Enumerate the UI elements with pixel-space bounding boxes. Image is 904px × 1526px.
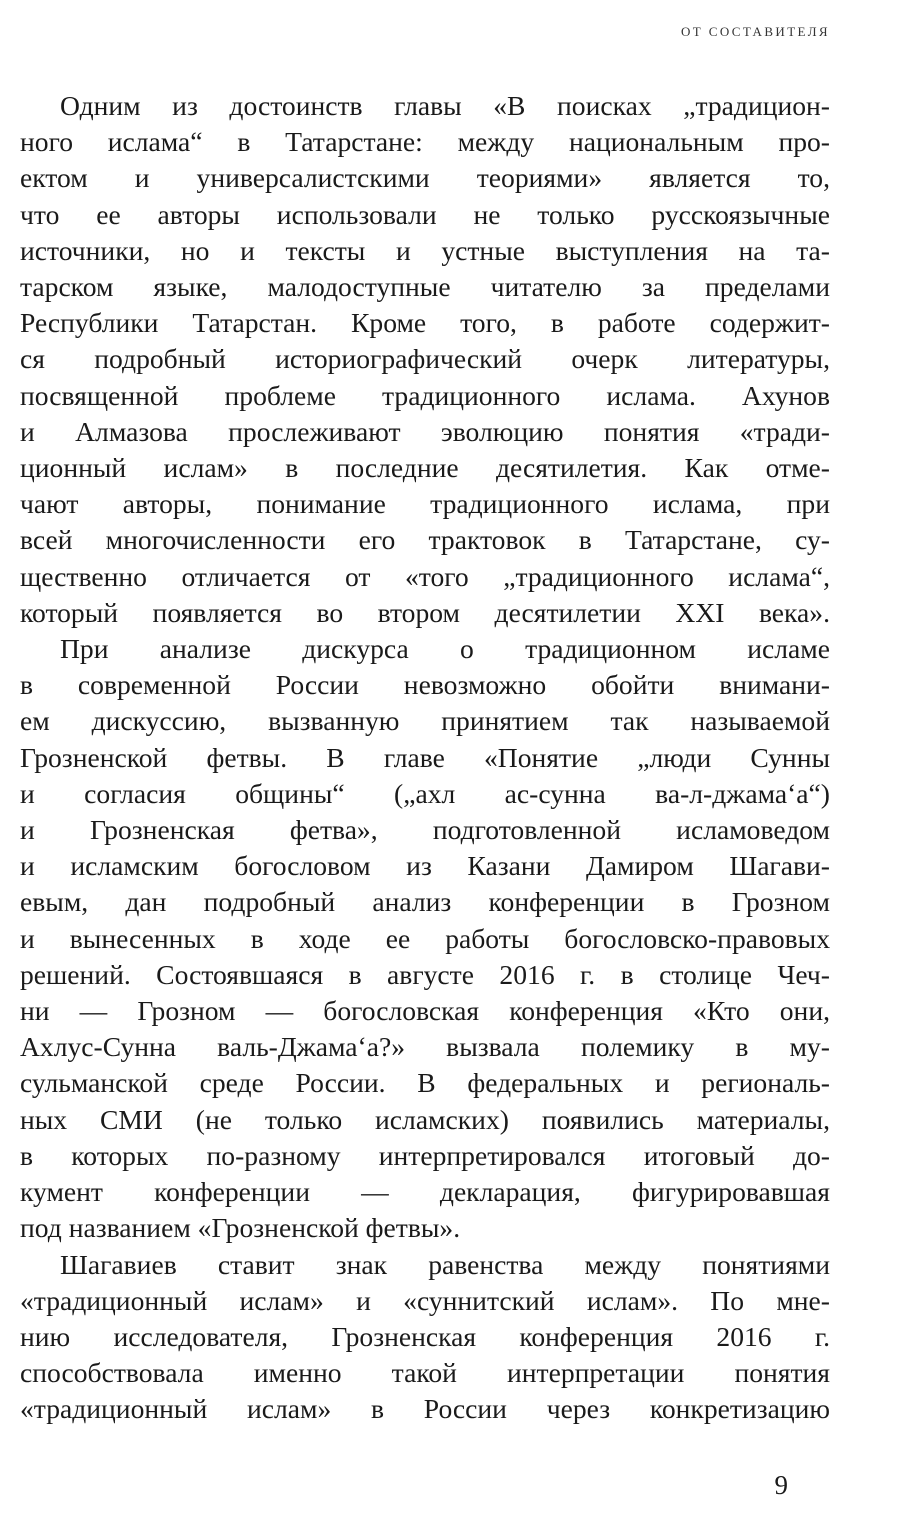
text-line: под названием «Грозненской фетвы». <box>20 1212 461 1244</box>
text-line: ных СМИ (не только исламских) появились материалы, <box>20 1103 830 1135</box>
text-line: «традиционный ислам» и «суннитский ислам». По мне- <box>20 1284 830 1316</box>
text-line: способствовала именно такой интерпретации понятия <box>20 1357 830 1389</box>
text-line: чают авторы, понимание традиционного ислама, при <box>20 488 830 520</box>
text-line: Ахлус-Сунна валь-Джама‘а?» вызвала полемику в му- <box>20 1031 830 1063</box>
text-line: ся подробный историографический очерк литературы, <box>20 343 830 375</box>
text-line: ного ислама“ в Татарстане: между национальным про- <box>20 126 830 158</box>
page-number: 9 <box>774 1470 788 1500</box>
text-line: и исламским богословом из Казани Дамиром Шагави- <box>20 850 830 882</box>
text-line: Одним из достоинств главы «В поисках „традицион- <box>60 90 830 121</box>
text-line: тарском языке, малодоступные читателю за пределами <box>20 271 830 303</box>
running-header: ОТ СОСТАВИТЕЛЯ <box>680 24 830 39</box>
text-line: Шагавиев ставит знак равенства между понятиями <box>60 1248 830 1280</box>
text-line: «традиционный ислам» в России через конкретизацию <box>20 1393 830 1425</box>
text-line: Республики Татарстан. Кроме того, в работе содержит- <box>20 307 830 339</box>
text-column <box>20 88 830 1428</box>
text-line: Грозненской фетвы. В главе «Понятие „люди Сунны <box>20 741 830 773</box>
text-line: посвященной проблеме традиционного ислама. Ахунов <box>20 379 830 411</box>
text-line: ционный ислам» в последние десятилетия. Как отме- <box>20 452 830 484</box>
text-line: и Алмазова прослеживают эволюцию понятия «тради- <box>20 415 830 447</box>
text-line: сульманской среде России. В федеральных и региональ- <box>20 1067 830 1099</box>
text-line: в которых по-разному интерпретировался итоговый до- <box>20 1139 830 1171</box>
paragraph-3 <box>20 1247 830 1428</box>
text-line: ем дискуссию, вызванную принятием так называемой <box>20 705 830 737</box>
text-line: щественно отличается от «того „традиционного ислама“, <box>20 560 830 592</box>
text-line: всей многочисленности его трактовок в Татарстане, су- <box>20 524 830 556</box>
text-line: кумент конференции — декларация, фигурировавшая <box>20 1176 830 1208</box>
text-line: и Грозненская фетва», подготовленной исламоведом <box>20 814 830 846</box>
text-line: что ее авторы использовали не только русскоязычные <box>20 198 830 230</box>
text-line: При анализе дискурса о традиционном исламе <box>60 633 830 665</box>
paragraph-2 <box>20 631 830 1246</box>
text-line: евым, дан подробный анализ конференции в Грозном <box>20 886 830 918</box>
text-line: ни — Грозном — богословская конференция «Кто они, <box>20 995 830 1027</box>
text-line: и вынесенных в ходе ее работы богословско-правовых <box>20 922 830 954</box>
text-line: решений. Состоявшаяся в августе 2016 г. в столице Чеч- <box>20 958 830 990</box>
text-line: в современной России невозможно обойти внимани- <box>20 669 830 701</box>
text-line: источники, но и тексты и устные выступления на та- <box>20 234 830 266</box>
paragraph-1 <box>20 88 830 631</box>
text-line: и согласия общины“ („ахл ас-сунна ва-л-джама‘а“) <box>20 777 830 809</box>
text-line: который появляется во втором десятилетии XXI века». <box>20 596 830 628</box>
text-line: нию исследователя, Грозненская конференция 2016 г. <box>20 1320 830 1352</box>
text-line: ектом и универсалистскими теориями» является то, <box>20 162 830 194</box>
